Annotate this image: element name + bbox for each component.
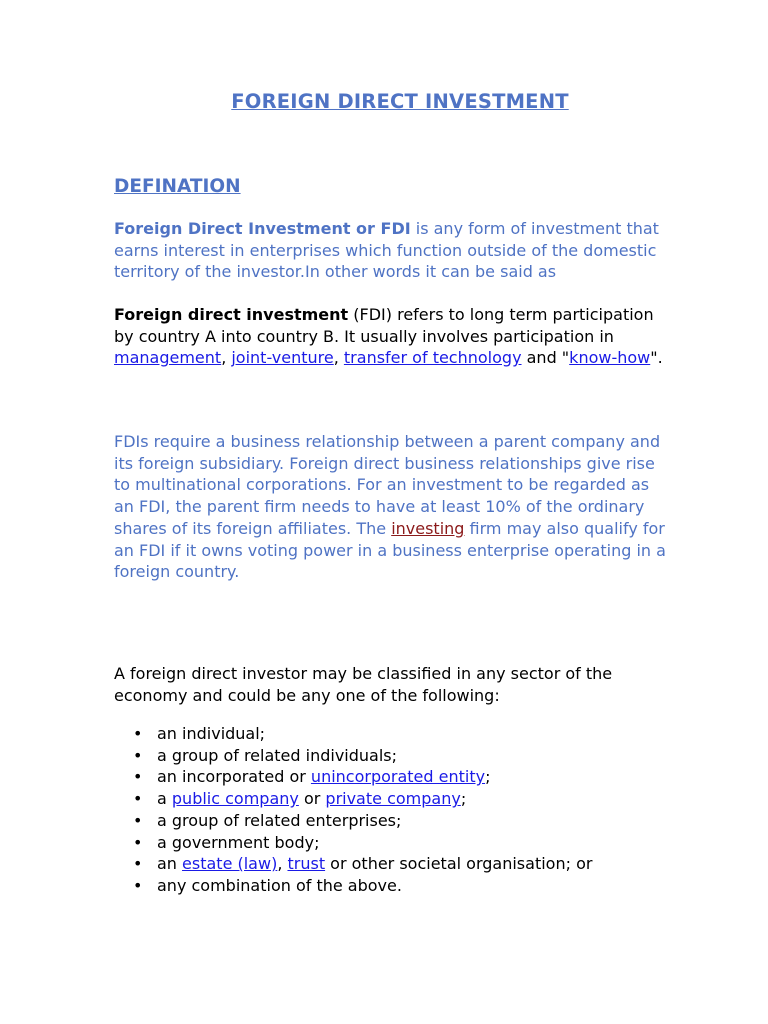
list-item-text: an individual; <box>157 724 266 743</box>
list-item-text: a group of related individuals; <box>157 745 398 765</box>
list-item-text: a group of related enterprises; <box>157 810 402 830</box>
separator: and " <box>521 348 570 368</box>
separator: , <box>221 348 232 368</box>
list-item-text: an <box>157 854 183 874</box>
list-item-text: or <box>298 789 326 809</box>
paragraph-end: ". <box>650 348 663 368</box>
separator: , <box>333 348 344 368</box>
estate-law-link[interactable]: estate (law) <box>182 854 278 874</box>
list-item <box>114 875 592 897</box>
fdi-paragraph <box>114 304 674 369</box>
management-link[interactable]: management <box>114 348 222 368</box>
list-item <box>114 810 592 832</box>
list-item-text: ; <box>460 789 467 809</box>
public-company-link[interactable]: public company <box>171 789 299 809</box>
transfer-of-technology-link[interactable]: transfer of technology <box>343 348 522 368</box>
trust-link[interactable]: trust <box>287 854 326 874</box>
list-item-text: a <box>157 789 172 809</box>
list-item-text: ; <box>485 767 491 787</box>
list-item <box>114 745 592 767</box>
definition-text: is any form of investment that earns interest in enterprises which function outside of the domestic territory of the investor.In other words it can be said as <box>114 219 659 282</box>
list-item-text: or other societal organisation; or <box>325 854 593 874</box>
unincorporated-entity-link[interactable]: unincorporated entity <box>310 767 486 787</box>
know-how-link[interactable]: know-how <box>569 348 651 368</box>
investing-link[interactable]: investing <box>391 518 465 538</box>
list-item <box>114 853 592 875</box>
list-item-text: an incorporated or <box>157 767 311 787</box>
fdi-text: (FDI) refers to long term participation by country A into country B. It usually involves participation in <box>114 305 654 346</box>
relationship-text-2: firm may also qualify for an FDI if it owns voting power in a business enterprise operating in a foreign country. <box>114 518 666 582</box>
definition-paragraph <box>114 218 674 283</box>
list-item-text: any combination of the above. <box>157 875 402 895</box>
list-item <box>114 766 592 788</box>
list-item-text: , <box>277 854 288 874</box>
document-title: FOREIGN DIRECT INVESTMENT <box>231 90 569 113</box>
list-item-text: a government body; <box>157 832 320 852</box>
private-company-link[interactable]: private company <box>325 789 461 809</box>
relationship-text-1: FDIs require a business relationship between a parent company and its foreign subsidiary. Foreign direct business relationships give rise to multinational corporations. For an investment to be regarded as an FDI, the parent firm needs to have at least 10% of the ordinary shares of its foreign affiliates. The <box>114 432 661 538</box>
fdi-bold-lead: Foreign direct investment <box>114 305 349 324</box>
list-item <box>114 788 592 810</box>
list-item <box>114 723 592 745</box>
list-item <box>114 832 592 854</box>
joint-venture-link[interactable]: joint-venture <box>231 348 334 368</box>
relationship-paragraph <box>114 431 674 583</box>
section-heading-definition: DEFINATION <box>114 176 241 197</box>
investor-types-list <box>114 723 592 897</box>
definition-bold-lead: Foreign Direct Investment or FDI <box>114 219 411 238</box>
investor-classification-paragraph: A foreign direct investor may be classified in any sector of the economy and could be any one of the following: <box>114 664 613 705</box>
